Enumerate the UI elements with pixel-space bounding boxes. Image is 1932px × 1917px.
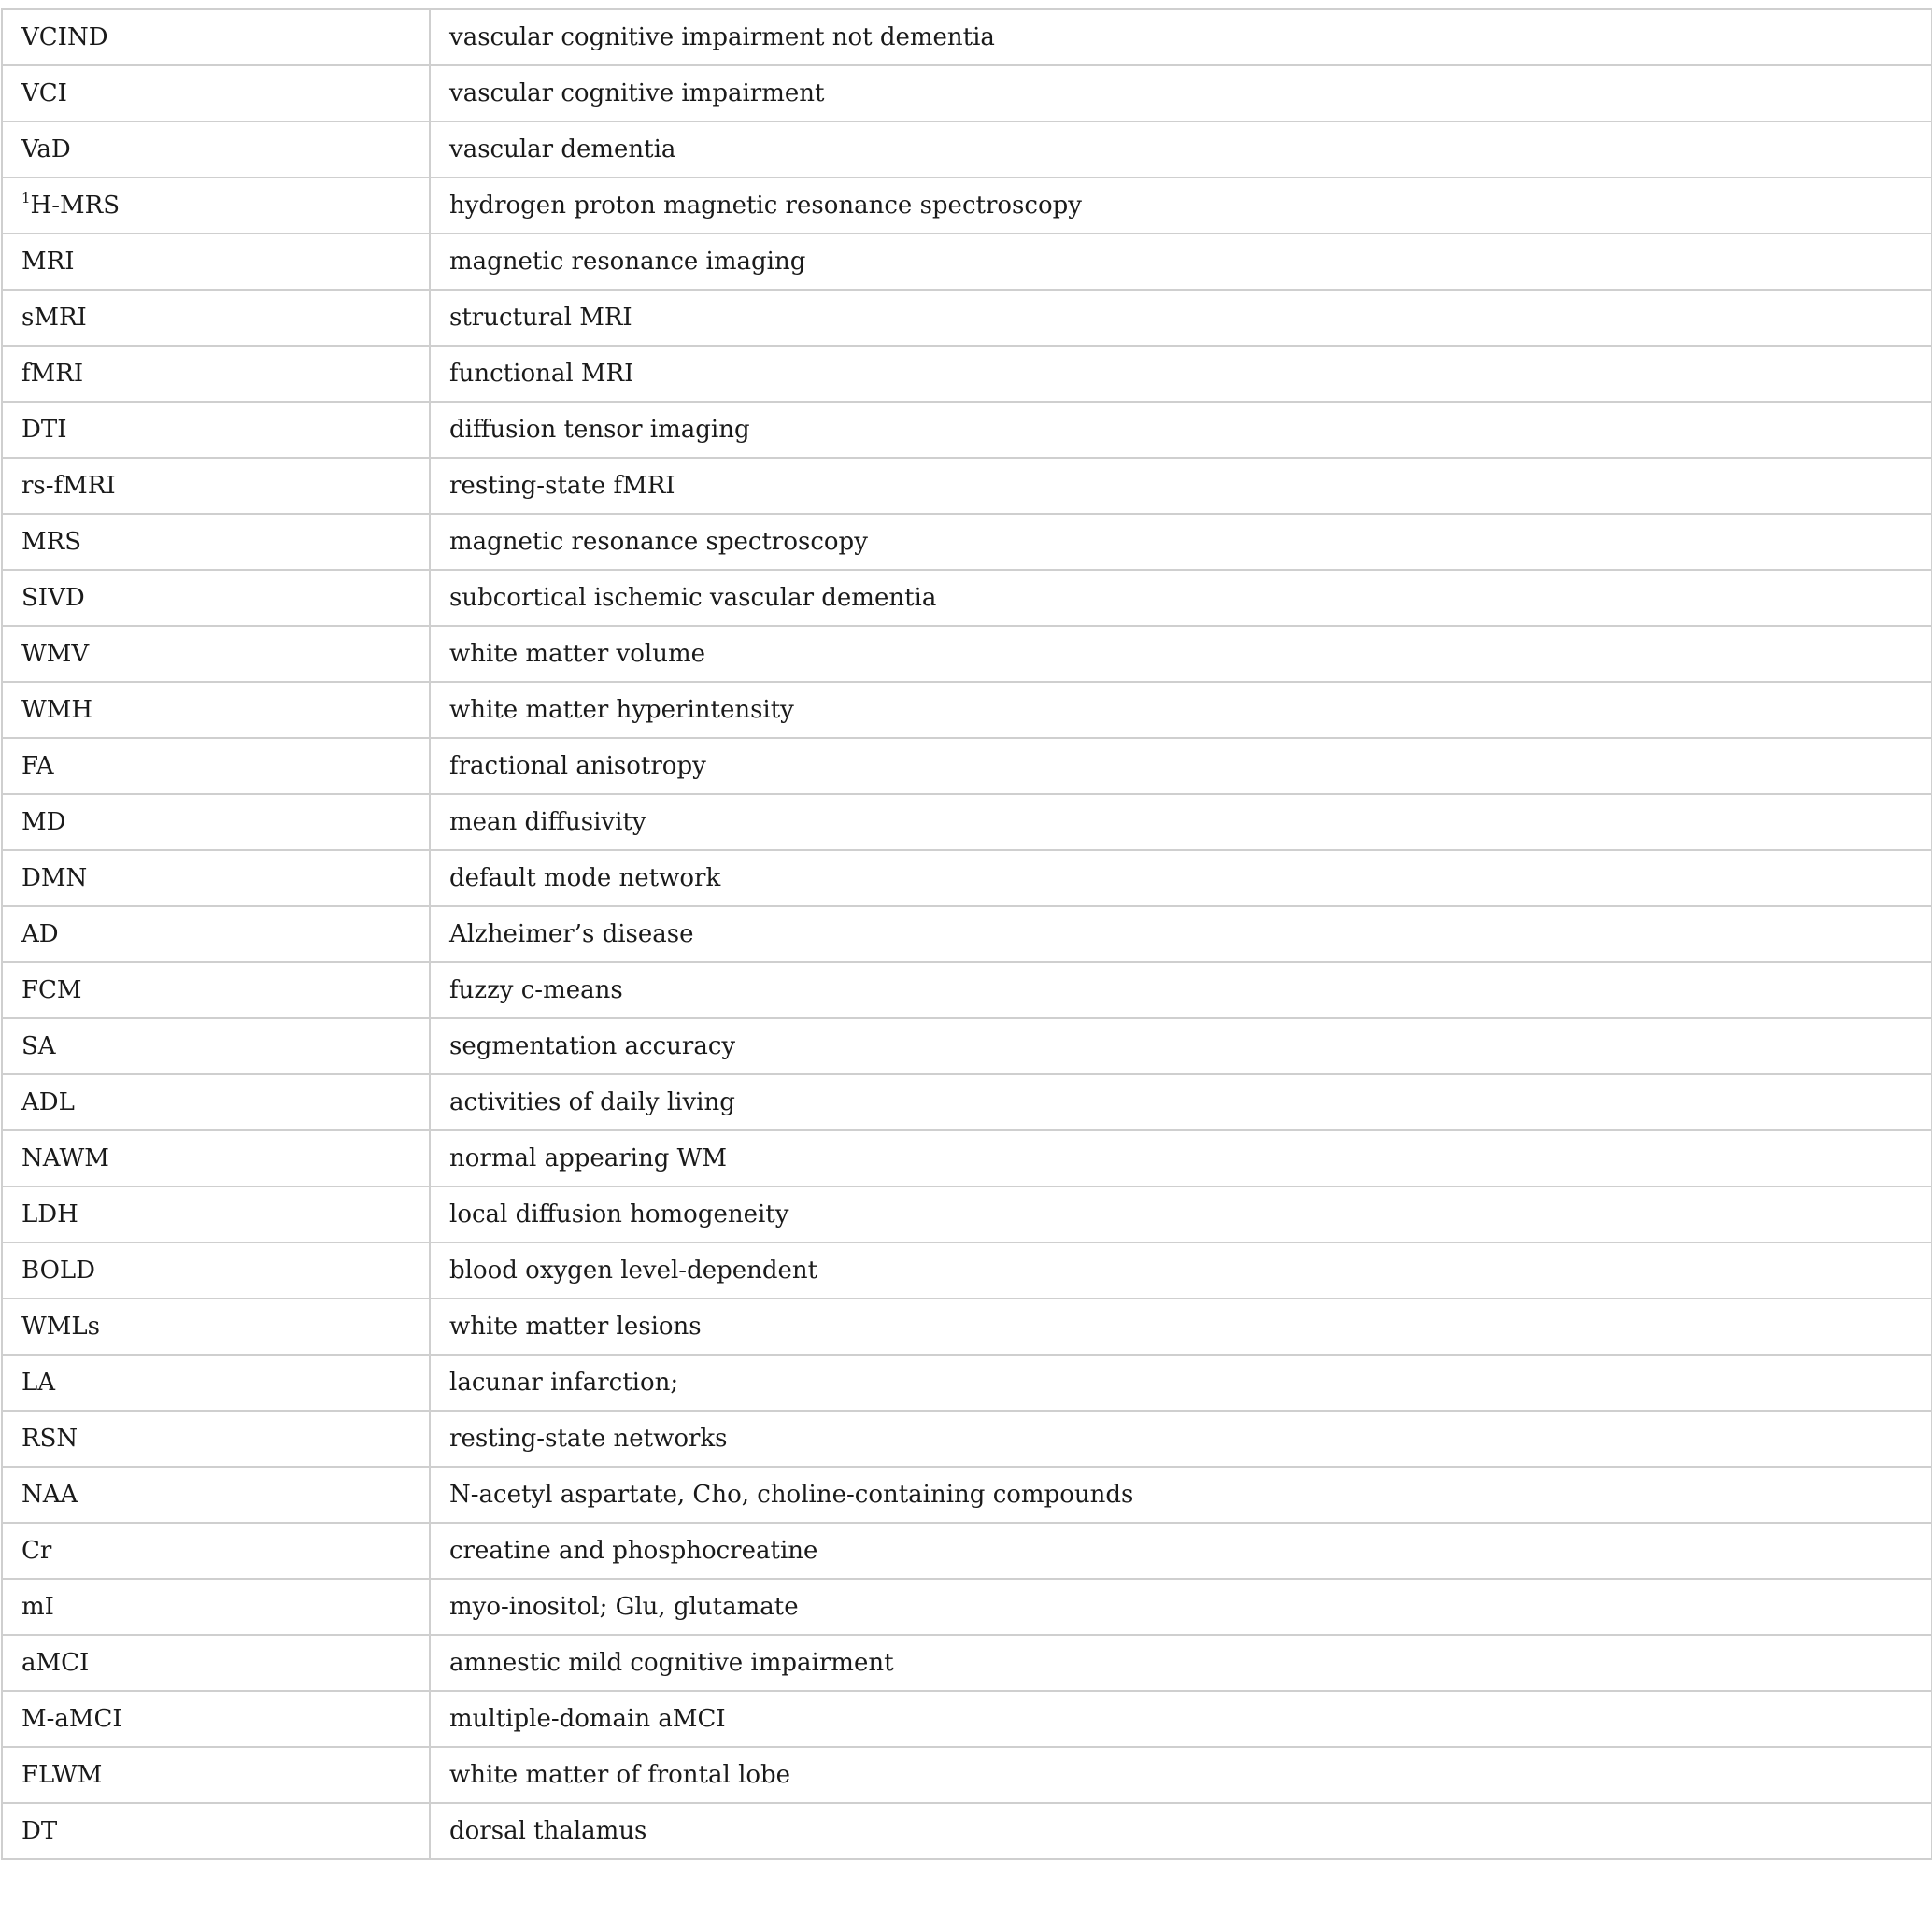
definition-cell: functional MRI — [430, 346, 1932, 402]
table-row — [2, 1074, 1932, 1130]
table-row — [2, 962, 1932, 1018]
definition-cell: white matter hyperintensity — [430, 682, 1932, 738]
abbreviation-cell: Cr — [2, 1523, 430, 1579]
table-row — [2, 850, 1932, 906]
abbreviation-cell: ADL — [2, 1074, 430, 1130]
table-row — [2, 1242, 1932, 1299]
definition-cell: vascular dementia — [430, 121, 1932, 178]
abbreviation-cell: FA — [2, 738, 430, 794]
table-row — [2, 346, 1932, 402]
table-row — [2, 514, 1932, 570]
abbreviation-cell: WMH — [2, 682, 430, 738]
abbreviation-cell: BOLD — [2, 1242, 430, 1299]
table-row — [2, 906, 1932, 962]
definition-cell: local diffusion homogeneity — [430, 1186, 1932, 1242]
table-row — [2, 1803, 1932, 1859]
definition-cell: structural MRI — [430, 290, 1932, 346]
abbreviation-cell: aMCI — [2, 1635, 430, 1691]
abbreviation-cell: fMRI — [2, 346, 430, 402]
table-row — [2, 178, 1932, 234]
table-row — [2, 1467, 1932, 1523]
abbreviation-cell: MRS — [2, 514, 430, 570]
table-row — [2, 65, 1932, 121]
abbreviation-cell: VCIND — [2, 9, 430, 65]
table-row — [2, 234, 1932, 290]
table-row — [2, 290, 1932, 346]
table-row — [2, 458, 1932, 514]
definition-cell: activities of daily living — [430, 1074, 1932, 1130]
definition-cell: white matter of frontal lobe — [430, 1747, 1932, 1803]
definition-cell: fractional anisotropy — [430, 738, 1932, 794]
abbreviation-cell: rs-fMRI — [2, 458, 430, 514]
table-row — [2, 1635, 1932, 1691]
table-row — [2, 402, 1932, 458]
table-row — [2, 1411, 1932, 1467]
abbreviation-cell: LDH — [2, 1186, 430, 1242]
definition-cell: vascular cognitive impairment not dementia — [430, 9, 1932, 65]
table-row — [2, 9, 1932, 65]
table-row — [2, 1523, 1932, 1579]
abbreviation-cell: WMLs — [2, 1299, 430, 1355]
table-row — [2, 1691, 1932, 1747]
table-row — [2, 682, 1932, 738]
table-row — [2, 1747, 1932, 1803]
definition-cell: dorsal thalamus — [430, 1803, 1932, 1859]
definition-cell: normal appearing WM — [430, 1130, 1932, 1186]
definition-cell: N-acetyl aspartate, Cho, choline-containing compounds — [430, 1467, 1932, 1523]
abbreviation-cell: sMRI — [2, 290, 430, 346]
abbreviation-cell: VaD — [2, 121, 430, 178]
table-row — [2, 1130, 1932, 1186]
definition-cell: amnestic mild cognitive impairment — [430, 1635, 1932, 1691]
abbreviation-text: H-MRS — [30, 192, 121, 220]
definition-cell: myo-inositol; Glu, glutamate — [430, 1579, 1932, 1635]
definition-cell: diffusion tensor imaging — [430, 402, 1932, 458]
definition-cell: white matter lesions — [430, 1299, 1932, 1355]
definition-cell: hydrogen proton magnetic resonance spectroscopy — [430, 178, 1932, 234]
table-row — [2, 794, 1932, 850]
table-row — [2, 626, 1932, 682]
abbreviation-cell: mI — [2, 1579, 430, 1635]
definition-cell: lacunar infarction; — [430, 1355, 1932, 1411]
definition-cell: vascular cognitive impairment — [430, 65, 1932, 121]
definition-cell: white matter volume — [430, 626, 1932, 682]
abbreviations-table — [1, 8, 1932, 1860]
abbreviation-cell: DT — [2, 1803, 430, 1859]
table-row — [2, 738, 1932, 794]
definition-cell: resting-state fMRI — [430, 458, 1932, 514]
definition-cell: multiple-domain aMCI — [430, 1691, 1932, 1747]
abbreviation-cell: MRI — [2, 234, 430, 290]
abbreviation-superscript: 1 — [21, 190, 31, 206]
abbreviation-cell: M-aMCI — [2, 1691, 430, 1747]
definition-cell: magnetic resonance spectroscopy — [430, 514, 1932, 570]
abbreviation-cell: MD — [2, 794, 430, 850]
definition-cell: blood oxygen level-dependent — [430, 1242, 1932, 1299]
definition-cell: mean diffusivity — [430, 794, 1932, 850]
abbreviation-cell: RSN — [2, 1411, 430, 1467]
abbreviation-cell: NAA — [2, 1467, 430, 1523]
table-row — [2, 1018, 1932, 1074]
definition-cell: magnetic resonance imaging — [430, 234, 1932, 290]
abbreviation-cell: FLWM — [2, 1747, 430, 1803]
definition-cell: default mode network — [430, 850, 1932, 906]
table-row — [2, 1355, 1932, 1411]
table-row — [2, 570, 1932, 626]
definition-cell: subcortical ischemic vascular dementia — [430, 570, 1932, 626]
abbreviation-cell: VCI — [2, 65, 430, 121]
abbreviation-cell: WMV — [2, 626, 430, 682]
abbreviation-cell: SA — [2, 1018, 430, 1074]
abbreviation-cell: DMN — [2, 850, 430, 906]
abbreviation-cell — [2, 178, 430, 234]
definition-cell: segmentation accuracy — [430, 1018, 1932, 1074]
definition-cell: creatine and phosphocreatine — [430, 1523, 1932, 1579]
table-row — [2, 1186, 1932, 1242]
abbreviation-cell: AD — [2, 906, 430, 962]
table-row — [2, 121, 1932, 178]
abbreviation-cell: NAWM — [2, 1130, 430, 1186]
abbreviation-cell: SIVD — [2, 570, 430, 626]
definition-cell: Alzheimer’s disease — [430, 906, 1932, 962]
definition-cell: resting-state networks — [430, 1411, 1932, 1467]
abbreviation-cell: LA — [2, 1355, 430, 1411]
table-row — [2, 1299, 1932, 1355]
definition-cell: fuzzy c-means — [430, 962, 1932, 1018]
abbreviation-cell: FCM — [2, 962, 430, 1018]
table-row — [2, 1579, 1932, 1635]
abbreviations-table-body — [2, 9, 1932, 1859]
abbreviation-cell: DTI — [2, 402, 430, 458]
